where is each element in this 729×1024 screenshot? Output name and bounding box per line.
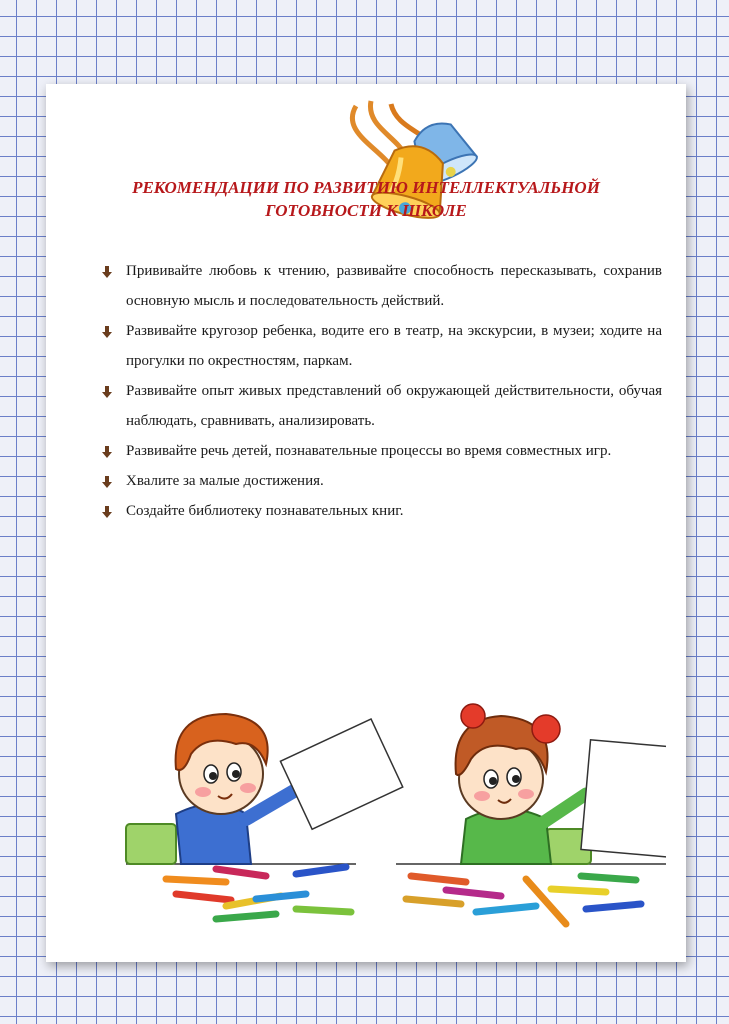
title-line-2: ГОТОВНОСТИ К ШКОЛЕ [265,201,467,220]
title-line-1: РЕКОМЕНДАЦИИ ПО РАЗВИТИЮ ИНТЕЛЛЕКТУАЛЬНОЙ [132,178,600,197]
list-item-text: Создайте библиотеку познавательных книг. [126,503,404,519]
boy-figure [126,714,403,864]
list-item-text: Развивайте речь детей, познавательные процессы во время совместных игр. [126,443,612,459]
list-item-text: Хвалите за малые достижения. [126,473,324,489]
arrow-down-icon [102,506,112,518]
list-item [102,466,662,496]
list-item-text: Развивайте опыт живых представлений об окружающей действительности, обучая наблюдать, сравнивать, анализировать. [126,383,662,429]
list-item [102,316,662,376]
girl-figure [456,704,666,864]
list-item [102,256,662,316]
list-item [102,496,662,526]
arrow-down-icon [102,266,112,278]
list-item-text: Развивайте кругозор ребенка, водите его в театр, на экскурсии, в музеи; ходите на прогулки по окрестностям, паркам. [126,323,662,369]
list-item [102,436,662,466]
list-item [102,376,662,436]
recommendation-sheet [46,84,686,962]
page-title [46,176,686,222]
arrow-down-icon [102,386,112,398]
arrow-down-icon [102,326,112,338]
arrow-down-icon [102,476,112,488]
children-illustration [106,654,666,954]
arrow-down-icon [102,446,112,458]
list-item-text: Прививайте любовь к чтению, развивайте способность пересказывать, сохранив основную мысль и последовательность действий. [126,263,662,309]
recommendation-list [102,256,662,526]
